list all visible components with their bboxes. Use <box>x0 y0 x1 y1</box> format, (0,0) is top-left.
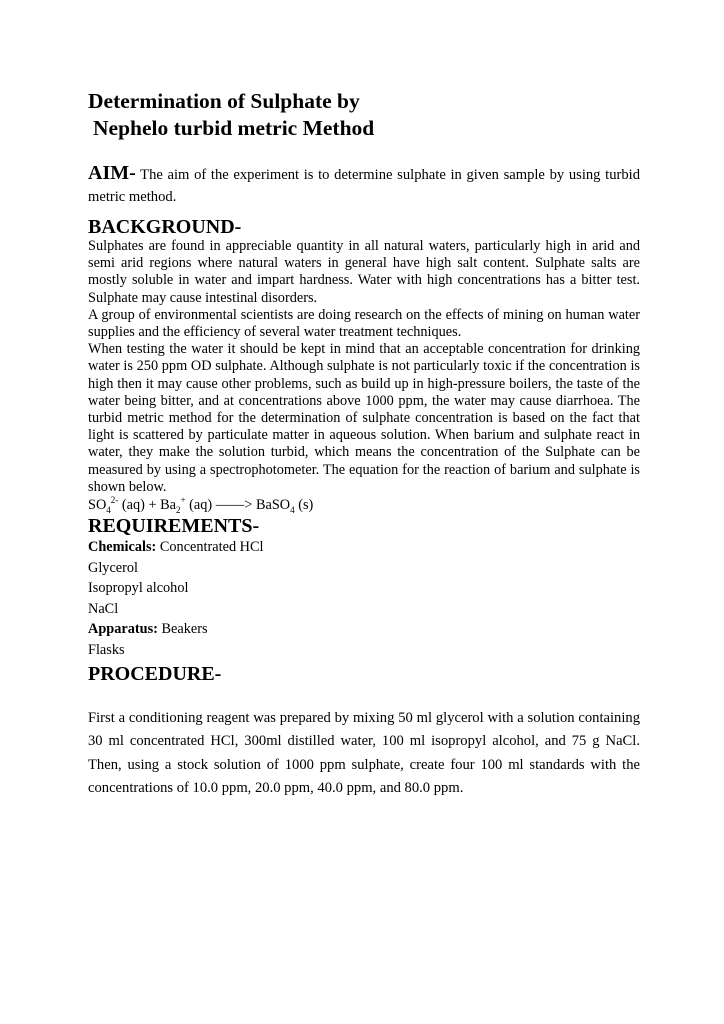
equation-barium-charge: + <box>180 495 186 506</box>
equation-product: BaSO <box>255 497 291 514</box>
aim-heading: AIM- <box>88 162 136 184</box>
equation-product-state: (s) <box>294 497 314 514</box>
aim-section <box>88 162 640 208</box>
chemical-item: Glycerol <box>88 559 139 576</box>
requirements-list <box>88 537 640 660</box>
equation-sulphate-charge: 2- <box>110 495 119 506</box>
equation-state: (aq) <box>185 497 216 514</box>
equation-product-sub: 4 <box>290 504 295 515</box>
procedure-text: First a conditioning reagent was prepared by mixing 50 ml glycerol with a solution containing 30 ml concentrated HCl, 300ml distilled water, 100 ml isopropyl alcohol, and 75 g NaCl. Then, using a stock solution of 1000 ppm sulphate, create four 100 ml standards with the concentrations of 10.0 ppm, 20.0 ppm, 40.0 ppm, and 80.0 ppm. <box>88 710 640 797</box>
title-line-1: Determination of Sulphate by <box>88 89 360 113</box>
background-paragraph-2: A group of environmental scientists are doing research on the effects of mining on human water supplies and the efficiency of several water treatment techniques. <box>88 306 640 341</box>
aim-text: The aim of the experiment is to determine sulphate in given sample by using turbid metric method. <box>88 167 640 205</box>
equation-arrow: ——> <box>215 497 256 514</box>
apparatus-line <box>88 619 640 640</box>
procedure-heading: PROCEDURE- <box>88 663 222 686</box>
requirements-heading: REQUIREMENTS- <box>88 515 260 538</box>
equation-sulphate: SO <box>88 497 107 514</box>
chemical-item: NaCl <box>88 600 119 617</box>
chemical-item: Concentrated HCl <box>156 539 264 556</box>
equation-sulphate-sub: 4 <box>106 504 111 515</box>
equation-barium: (aq) + Ba <box>118 497 176 514</box>
title-line-2: Nephelo turbid metric Method <box>93 116 375 140</box>
background-paragraph-3: When testing the water it should be kept in mind that an acceptable concentration for drinking water is 250 ppm OD sulphate. Although sulphate is not particularly toxic if the concentration is high then it may cause other problems, such as build up in high-pressure boilers, the taste of the water being bitter, and at concentrations above 1000 ppm, the water may cause diarrhoea. The turbid metric method for the determination of sulphate concentration is based on the fact that light is scattered by particulate matter in aqueous solution. When barium and sulphate react in water, they make the solution turbid, which means the concentration of the Sulphate can be measured by using a spectrophotometer. The equation for the reaction of barium and sulphate is shown below. <box>88 341 640 495</box>
background-paragraph-1: Sulphates are found in appreciable quantity in all natural waters, particularly high in arid and semi arid regions where natural waters in general have high salt content. Sulphate salts are mostly soluble in water and impart hardness. Water with high concentrations has a bitter test. Sulphate may cause intestinal disorders. <box>88 238 640 306</box>
chemicals-line <box>88 537 640 558</box>
apparatus-item: Flasks <box>88 641 125 658</box>
apparatus-label: Apparatus: <box>88 621 158 638</box>
document-title <box>88 88 640 142</box>
background-heading: BACKGROUND- <box>88 216 242 238</box>
chemical-item: Isopropyl alcohol <box>88 580 189 597</box>
equation-barium-sub: 2 <box>175 504 181 515</box>
reaction-equation <box>88 496 640 514</box>
apparatus-item: Beakers <box>157 621 208 638</box>
chemicals-label: Chemicals: <box>88 539 157 556</box>
